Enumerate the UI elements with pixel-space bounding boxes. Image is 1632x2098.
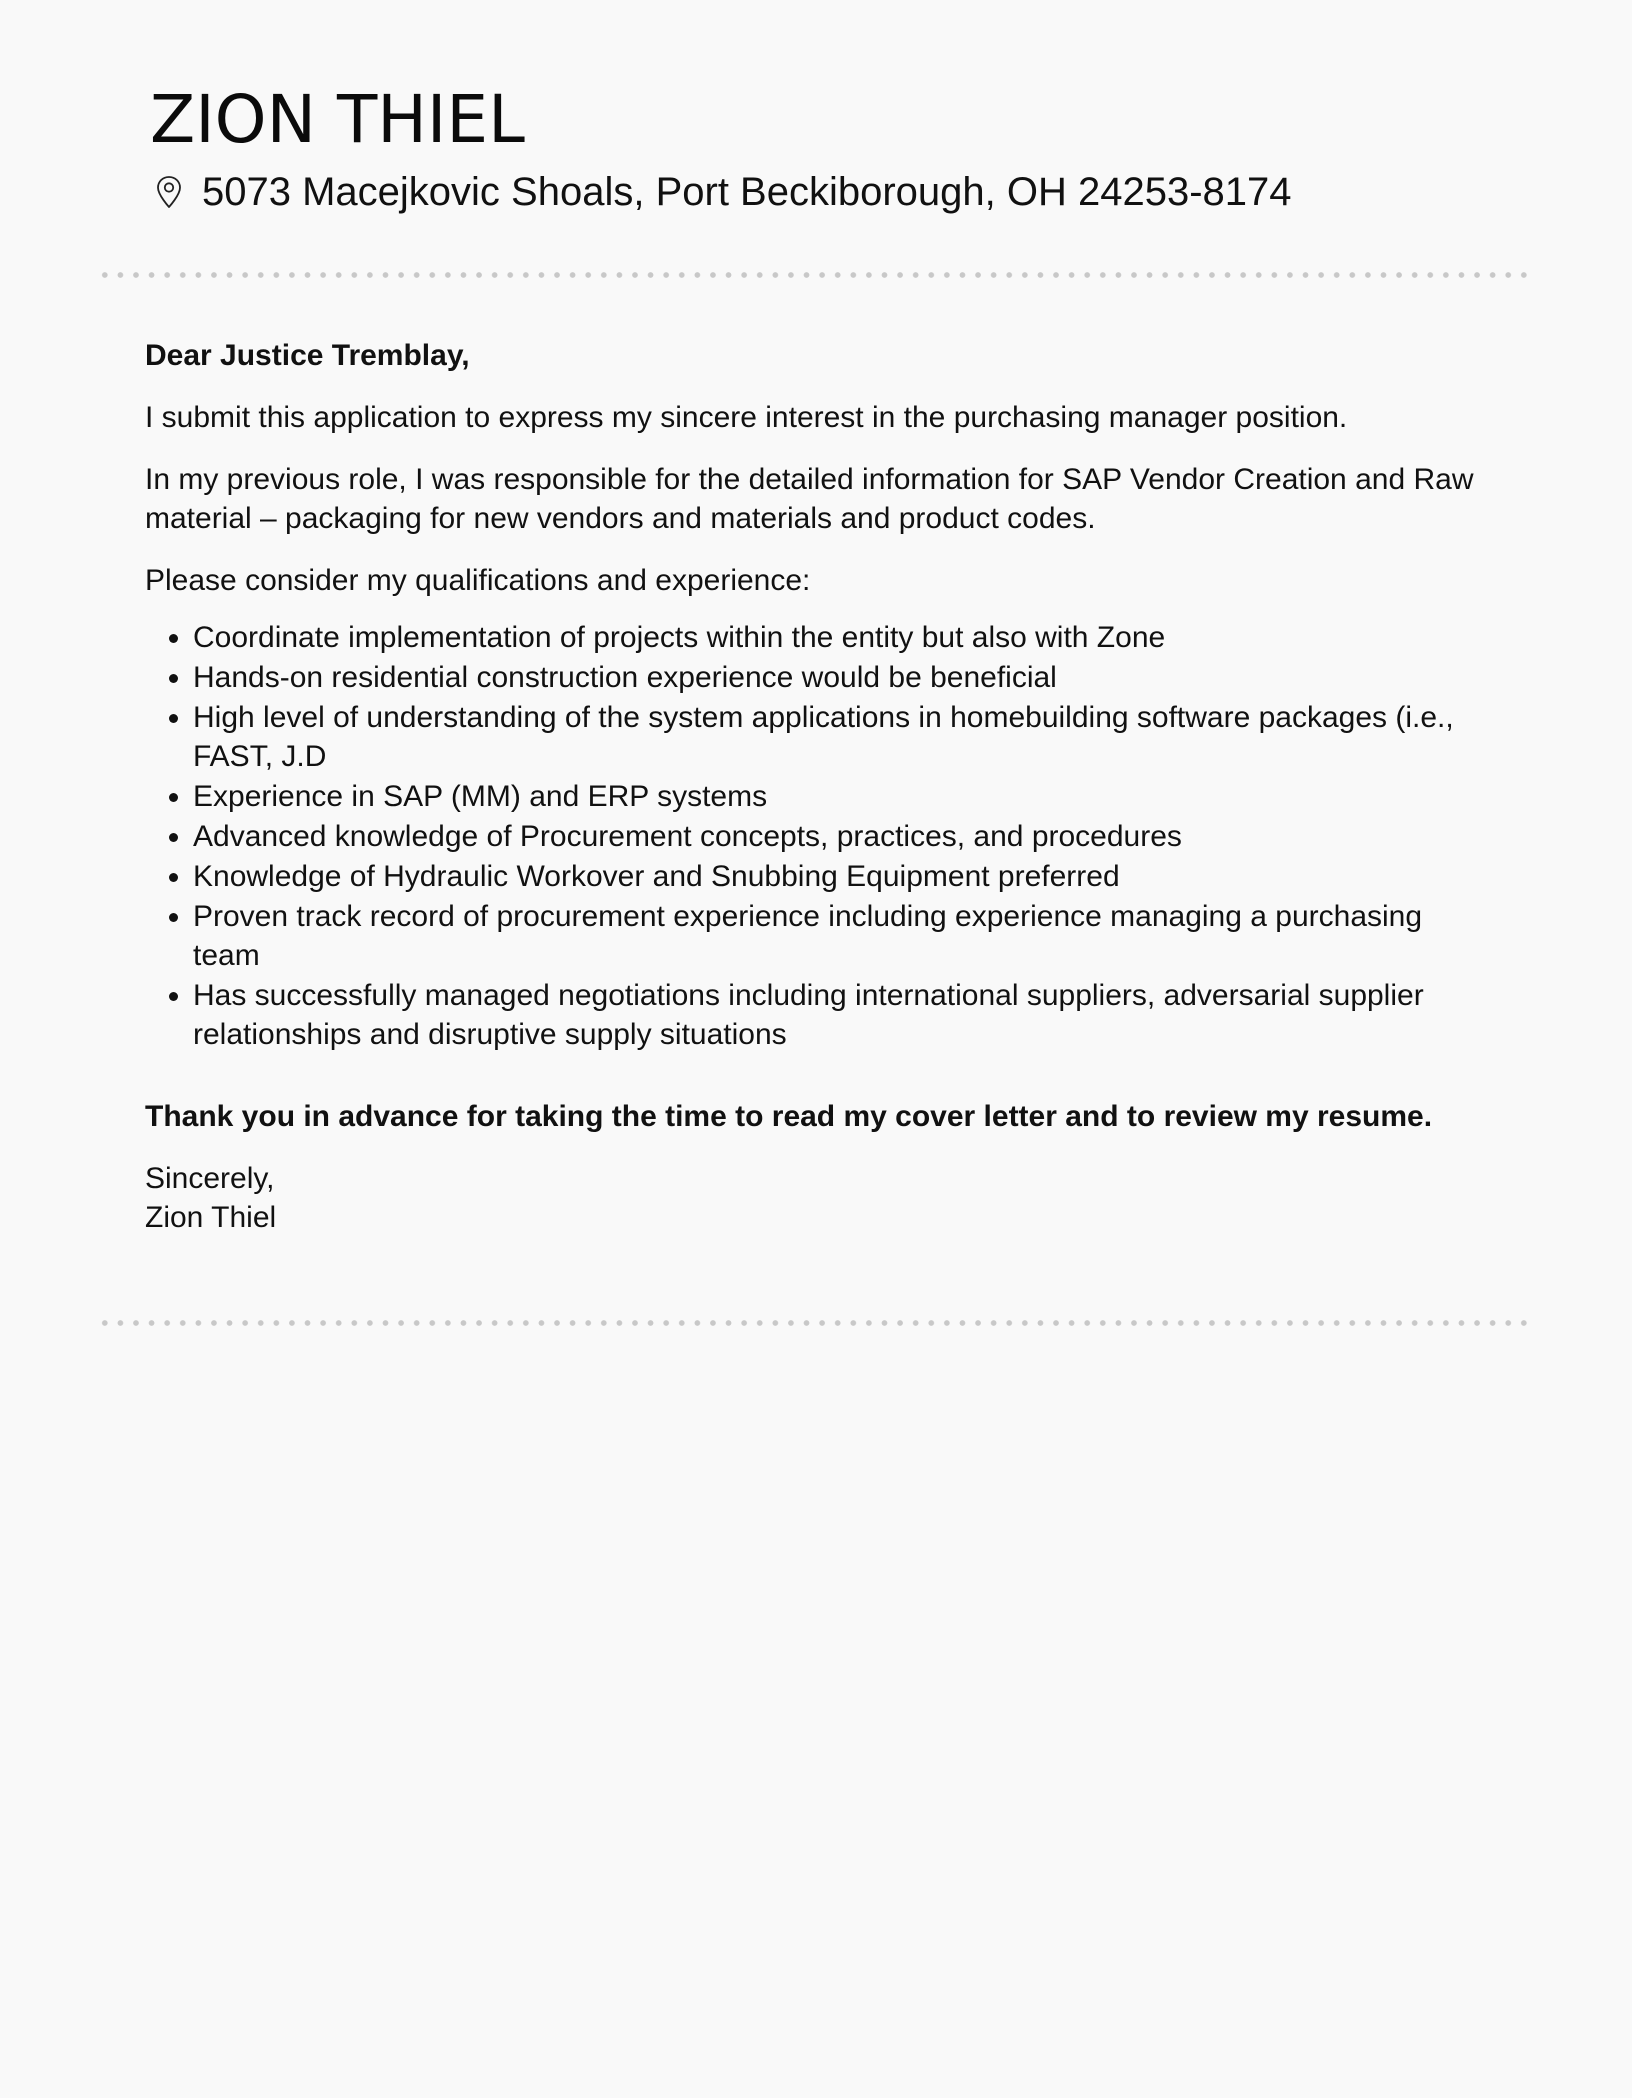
dotted-divider-bottom (97, 1320, 1535, 1326)
signature-name: Zion Thiel (145, 1201, 277, 1234)
list-item: • Has successfully managed negotiations including international suppliers, adversarial supplier relationships and disruptive supply situations (193, 976, 1490, 1054)
letter-header (150, 78, 1530, 220)
list-item: • Experience in SAP (MM) and ERP systems (193, 777, 1490, 816)
qualifications-list (145, 618, 1490, 1054)
applicant-name: ZION THIEL (150, 81, 525, 158)
qualifications-intro: Please consider my qualifications and experience: (145, 564, 811, 597)
dotted-divider-top (97, 272, 1535, 278)
applicant-address: 5073 Macejkovic Shoals, Port Beckiborough, OH 24253-8174 (202, 170, 1292, 214)
list-item: • Proven track record of procurement experience including experience managing a purchasing team (193, 897, 1490, 975)
list-item: • Advanced knowledge of Procurement concepts, practices, and procedures (193, 817, 1490, 856)
list-item: • Knowledge of Hydraulic Workover and Snubbing Equipment preferred (193, 857, 1490, 896)
address-row (150, 164, 1530, 220)
location-pin-icon (156, 175, 182, 209)
list-item: • Coordinate implementation of projects within the entity but also with Zone (193, 618, 1490, 657)
salutation: Dear Justice Tremblay, (145, 339, 470, 372)
signoff: Sincerely, (145, 1162, 275, 1195)
list-item: • Hands-on residential construction experience would be beneficial (193, 658, 1490, 697)
list-item: • High level of understanding of the system applications in homebuilding software packages (i.e., FAST, J.D (193, 698, 1490, 776)
letter-body (145, 336, 1490, 1237)
closing-thanks: Thank you in advance for taking the time to read my cover letter and to review my resume. (145, 1100, 1433, 1133)
previous-role-paragraph: In my previous role, I was responsible for the detailed information for SAP Vendor Creation and Raw material – packaging for new vendors and materials and product codes. (145, 463, 1474, 535)
intro-paragraph: I submit this application to express my sincere interest in the purchasing manager position. (145, 401, 1348, 434)
